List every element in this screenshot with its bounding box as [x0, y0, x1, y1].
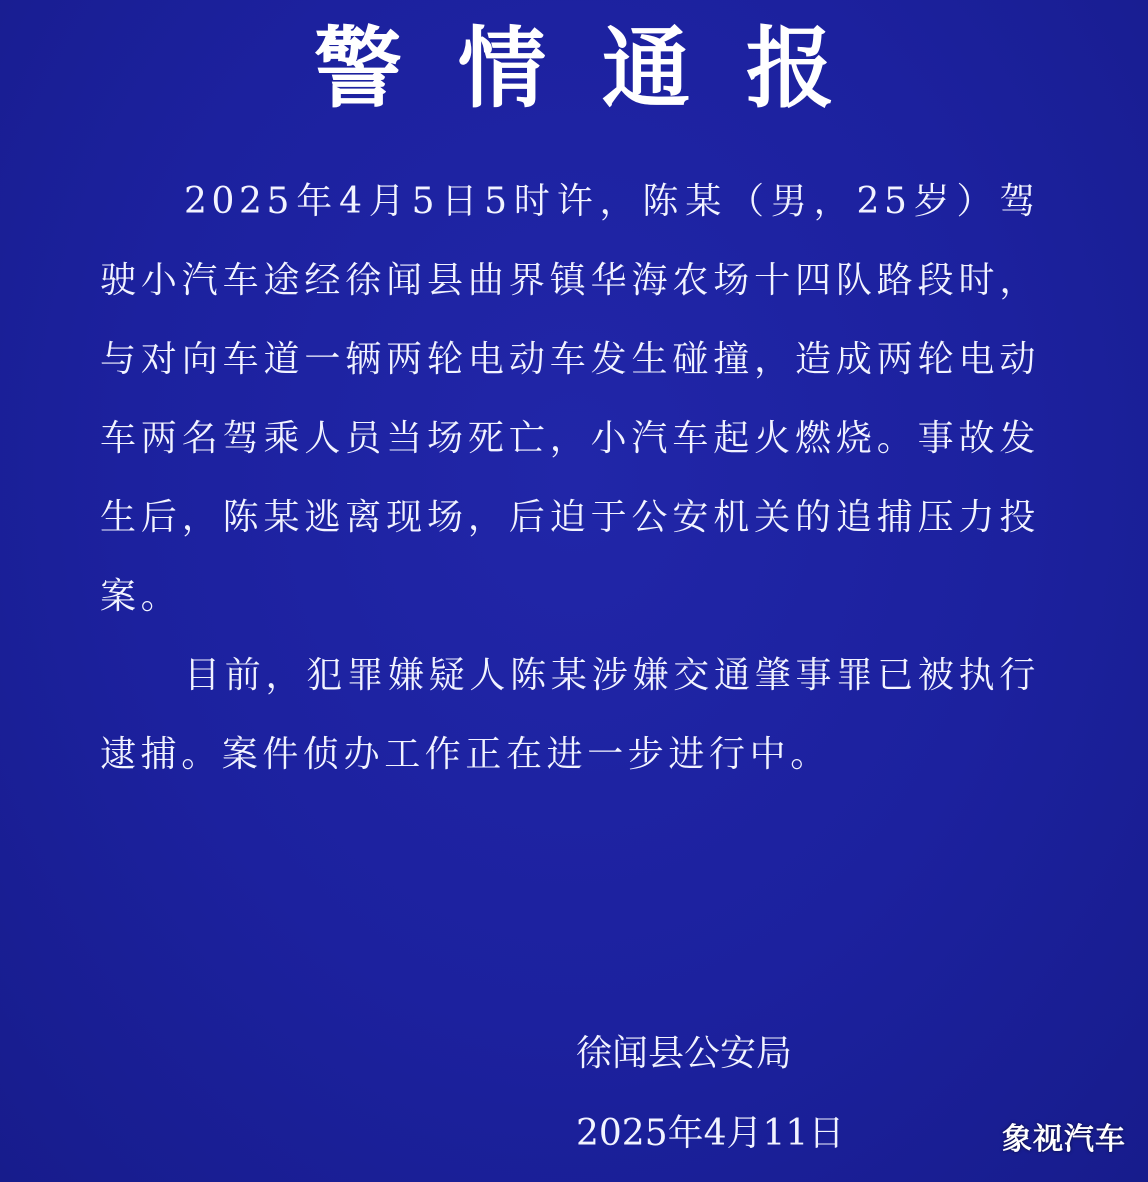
notice-signature [576, 1030, 876, 1158]
issue-date: 2025年4月11日 [576, 1113, 845, 1154]
notice-paragraph-incident: 2025年4月5日5时许，陈某（男，25岁）驾驶小汽车途经徐闻县曲界镇华海农场十四队路段时，与对向车道一辆两轮电动车发生碰撞，造成两轮电动车两名驾乘人员当场死亡，小汽车起火燃烧。事故发生后，陈某逃离现场，后迫于公安机关的追捕压力投案。 [100, 181, 1040, 617]
notice-body [100, 162, 1040, 794]
notice-paragraph-status: 目前，犯罪嫌疑人陈某涉嫌交通肇事罪已被执行逮捕。案件侦办工作正在进一步进行中。 [100, 655, 1040, 775]
issuer-name: 徐闻县公安局 [576, 1033, 793, 1074]
watermark-logo-text: 象视汽车 [1002, 1122, 1126, 1157]
notice-title: 警情通报 [313, 16, 890, 120]
